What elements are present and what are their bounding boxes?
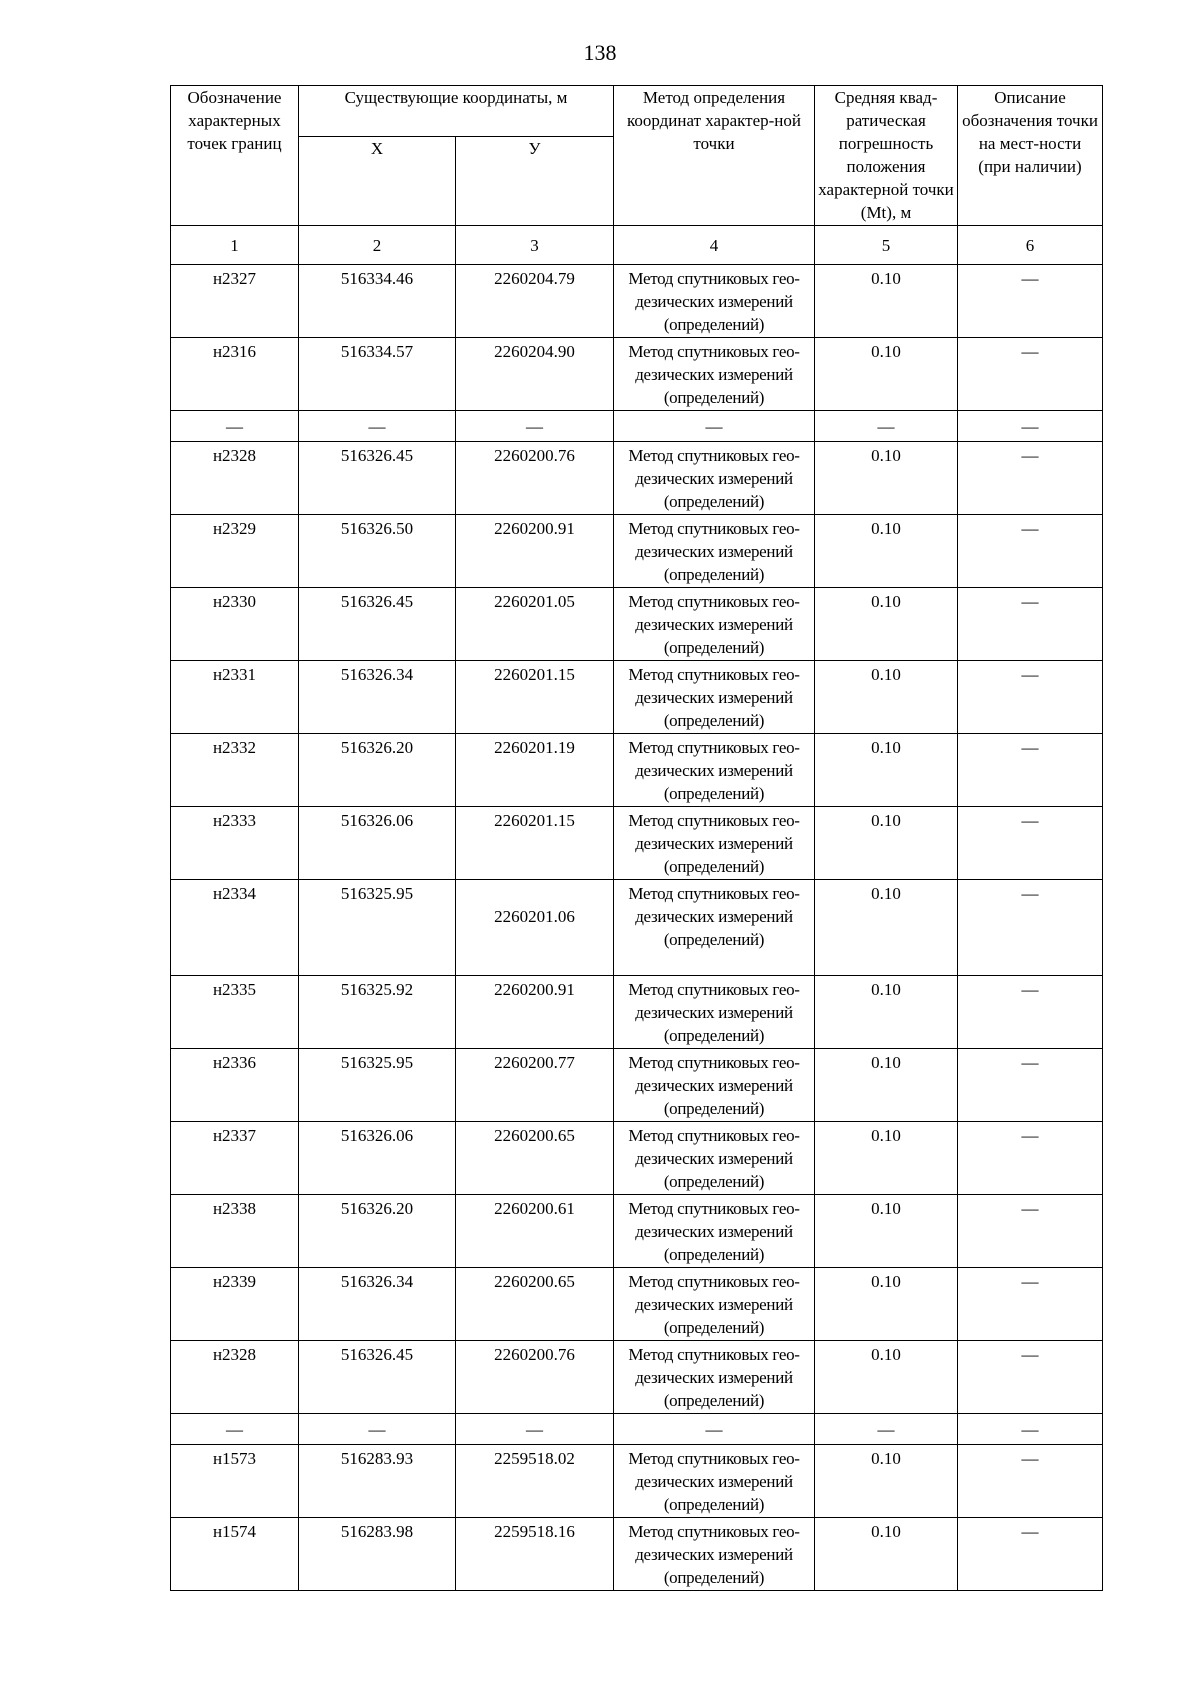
coordinate-y: 2260200.91 — [456, 976, 614, 1049]
coordinate-y: 2259518.02 — [456, 1445, 614, 1518]
point-designation: н2328 — [171, 442, 299, 515]
column-number: 5 — [815, 226, 958, 265]
mean-square-error: 0.10 — [815, 1049, 958, 1122]
table-row — [171, 588, 1103, 661]
description: — — [958, 661, 1103, 734]
method: Метод спутниковых гео-дезических измерений (определений) — [614, 1341, 815, 1414]
coordinate-x: 516283.98 — [299, 1518, 456, 1591]
table-row — [171, 661, 1103, 734]
coordinate-x: 516326.20 — [299, 1195, 456, 1268]
header-x: X — [299, 137, 456, 226]
coordinate-x: 516326.34 — [299, 1268, 456, 1341]
header-description: Описание обозначения точки на мест-ности (при наличии) — [958, 86, 1103, 226]
mean-square-error: 0.10 — [815, 1445, 958, 1518]
table-row — [171, 1341, 1103, 1414]
table-row — [171, 1268, 1103, 1341]
coordinate-x: 516326.45 — [299, 442, 456, 515]
description: — — [958, 1195, 1103, 1268]
description: — — [958, 1049, 1103, 1122]
dash-cell: — — [958, 411, 1103, 442]
coordinate-x: 516334.46 — [299, 265, 456, 338]
point-designation: н2330 — [171, 588, 299, 661]
description: — — [958, 1518, 1103, 1591]
coordinate-y: 2260200.77 — [456, 1049, 614, 1122]
column-number: 2 — [299, 226, 456, 265]
point-designation: н1573 — [171, 1445, 299, 1518]
coordinate-y: 2260200.61 — [456, 1195, 614, 1268]
description: — — [958, 338, 1103, 411]
point-designation: н2337 — [171, 1122, 299, 1195]
method: Метод спутниковых гео-дезических измерений (определений) — [614, 1122, 815, 1195]
mean-square-error: 0.10 — [815, 338, 958, 411]
column-number: 3 — [456, 226, 614, 265]
description: — — [958, 515, 1103, 588]
page-number: 138 — [583, 40, 617, 65]
table-body — [171, 265, 1103, 1591]
description: — — [958, 1341, 1103, 1414]
coordinate-y: 2260201.05 — [456, 588, 614, 661]
mean-square-error: 0.10 — [815, 661, 958, 734]
point-designation: н2338 — [171, 1195, 299, 1268]
coordinate-y: 2260204.90 — [456, 338, 614, 411]
method: Метод спутниковых гео-дезических измерений (определений) — [614, 265, 815, 338]
point-designation: н2334 — [171, 880, 299, 976]
description: — — [958, 734, 1103, 807]
dash-cell: — — [299, 411, 456, 442]
description: — — [958, 588, 1103, 661]
coordinate-x: 516326.06 — [299, 1122, 456, 1195]
table-row — [171, 1445, 1103, 1518]
column-number: 4 — [614, 226, 815, 265]
dash-cell: — — [171, 411, 299, 442]
dash-cell: — — [299, 1414, 456, 1445]
coordinate-y: 2259518.16 — [456, 1518, 614, 1591]
coordinate-x: 516326.34 — [299, 661, 456, 734]
header-method: Метод определения координат характер-ной точки — [614, 86, 815, 226]
coordinate-x: 516326.45 — [299, 588, 456, 661]
mean-square-error: 0.10 — [815, 976, 958, 1049]
description: — — [958, 265, 1103, 338]
description: — — [958, 1268, 1103, 1341]
coordinate-y: 2260201.19 — [456, 734, 614, 807]
point-designation: н2339 — [171, 1268, 299, 1341]
dash-cell: — — [456, 1414, 614, 1445]
dash-cell: — — [815, 411, 958, 442]
method: Метод спутниковых гео-дезических измерений (определений) — [614, 1195, 815, 1268]
table-row — [171, 807, 1103, 880]
dash-cell: — — [958, 1414, 1103, 1445]
coordinate-x: 516325.95 — [299, 880, 456, 976]
table-row — [171, 1122, 1103, 1195]
coordinate-x: 516325.92 — [299, 976, 456, 1049]
header-y: У — [456, 137, 614, 226]
point-designation: н2327 — [171, 265, 299, 338]
point-designation: н2336 — [171, 1049, 299, 1122]
coordinate-y: 2260201.15 — [456, 661, 614, 734]
dash-cell: — — [614, 411, 815, 442]
description: — — [958, 1445, 1103, 1518]
mean-square-error: 0.10 — [815, 880, 958, 976]
point-designation: н2331 — [171, 661, 299, 734]
method: Метод спутниковых гео-дезических измерений (определений) — [614, 807, 815, 880]
coordinate-y: 2260200.91 — [456, 515, 614, 588]
mean-square-error: 0.10 — [815, 1122, 958, 1195]
point-designation: н2328 — [171, 1341, 299, 1414]
dash-cell: — — [171, 1414, 299, 1445]
coordinate-y: 2260201.06 — [456, 880, 614, 976]
method: Метод спутниковых гео-дезических измерений (определений) — [614, 515, 815, 588]
coordinate-x: 516325.95 — [299, 1049, 456, 1122]
dash-cell: — — [456, 411, 614, 442]
method: Метод спутниковых гео-дезических измерений (определений) — [614, 338, 815, 411]
description: — — [958, 880, 1103, 976]
table-row — [171, 265, 1103, 338]
boundary-points-table — [170, 85, 1103, 1591]
point-designation: н2335 — [171, 976, 299, 1049]
description: — — [958, 807, 1103, 880]
description: — — [958, 442, 1103, 515]
table-row — [171, 1195, 1103, 1268]
method: Метод спутниковых гео-дезических измерений (определений) — [614, 1049, 815, 1122]
column-number: 1 — [171, 226, 299, 265]
coordinate-y: 2260204.79 — [456, 265, 614, 338]
point-designation: н2332 — [171, 734, 299, 807]
coordinate-x: 516326.50 — [299, 515, 456, 588]
mean-square-error: 0.10 — [815, 1268, 958, 1341]
separator-row — [171, 1414, 1103, 1445]
table-row — [171, 1049, 1103, 1122]
dash-cell: — — [614, 1414, 815, 1445]
mean-square-error: 0.10 — [815, 515, 958, 588]
method: Метод спутниковых гео-дезических измерений (определений) — [614, 588, 815, 661]
coordinate-y: 2260200.65 — [456, 1122, 614, 1195]
table-row — [171, 442, 1103, 515]
table-row — [171, 515, 1103, 588]
dash-cell: — — [815, 1414, 958, 1445]
point-designation: н2333 — [171, 807, 299, 880]
mean-square-error: 0.10 — [815, 734, 958, 807]
coordinate-x: 516326.45 — [299, 1341, 456, 1414]
point-designation: н2316 — [171, 338, 299, 411]
mean-square-error: 0.10 — [815, 1518, 958, 1591]
mean-square-error: 0.10 — [815, 442, 958, 515]
coordinate-x: 516326.20 — [299, 734, 456, 807]
header-mean-square-error: Средняя квад-ратическая погрешность положения характерной точки (Mt), м — [815, 86, 958, 226]
coordinate-x: 516326.06 — [299, 807, 456, 880]
mean-square-error: 0.10 — [815, 265, 958, 338]
table-row — [171, 1518, 1103, 1591]
table-row — [171, 976, 1103, 1049]
method: Метод спутниковых гео-дезических измерений (определений) — [614, 880, 815, 976]
column-number: 6 — [958, 226, 1103, 265]
point-designation: н1574 — [171, 1518, 299, 1591]
method: Метод спутниковых гео-дезических измерений (определений) — [614, 1518, 815, 1591]
coordinate-y: 2260200.76 — [456, 442, 614, 515]
method: Метод спутниковых гео-дезических измерений (определений) — [614, 1268, 815, 1341]
coordinate-y: 2260201.15 — [456, 807, 614, 880]
method: Метод спутниковых гео-дезических измерений (определений) — [614, 1445, 815, 1518]
method: Метод спутниковых гео-дезических измерений (определений) — [614, 661, 815, 734]
header-point-designation: Обозначение характерных точек границ — [171, 86, 299, 226]
description: — — [958, 1122, 1103, 1195]
header-existing-coordinates: Существующие координаты, м — [299, 86, 614, 137]
mean-square-error: 0.10 — [815, 588, 958, 661]
mean-square-error: 0.10 — [815, 1341, 958, 1414]
coordinate-x: 516334.57 — [299, 338, 456, 411]
method: Метод спутниковых гео-дезических измерений (определений) — [614, 442, 815, 515]
table-row — [171, 338, 1103, 411]
coordinate-y: 2260200.65 — [456, 1268, 614, 1341]
method: Метод спутниковых гео-дезических измерений (определений) — [614, 976, 815, 1049]
table-row — [171, 880, 1103, 976]
description: — — [958, 976, 1103, 1049]
column-numbers-row — [171, 226, 1103, 265]
table-row — [171, 734, 1103, 807]
mean-square-error: 0.10 — [815, 807, 958, 880]
separator-row — [171, 411, 1103, 442]
coordinate-x: 516283.93 — [299, 1445, 456, 1518]
coordinate-y: 2260200.76 — [456, 1341, 614, 1414]
mean-square-error: 0.10 — [815, 1195, 958, 1268]
point-designation: н2329 — [171, 515, 299, 588]
method: Метод спутниковых гео-дезических измерений (определений) — [614, 734, 815, 807]
